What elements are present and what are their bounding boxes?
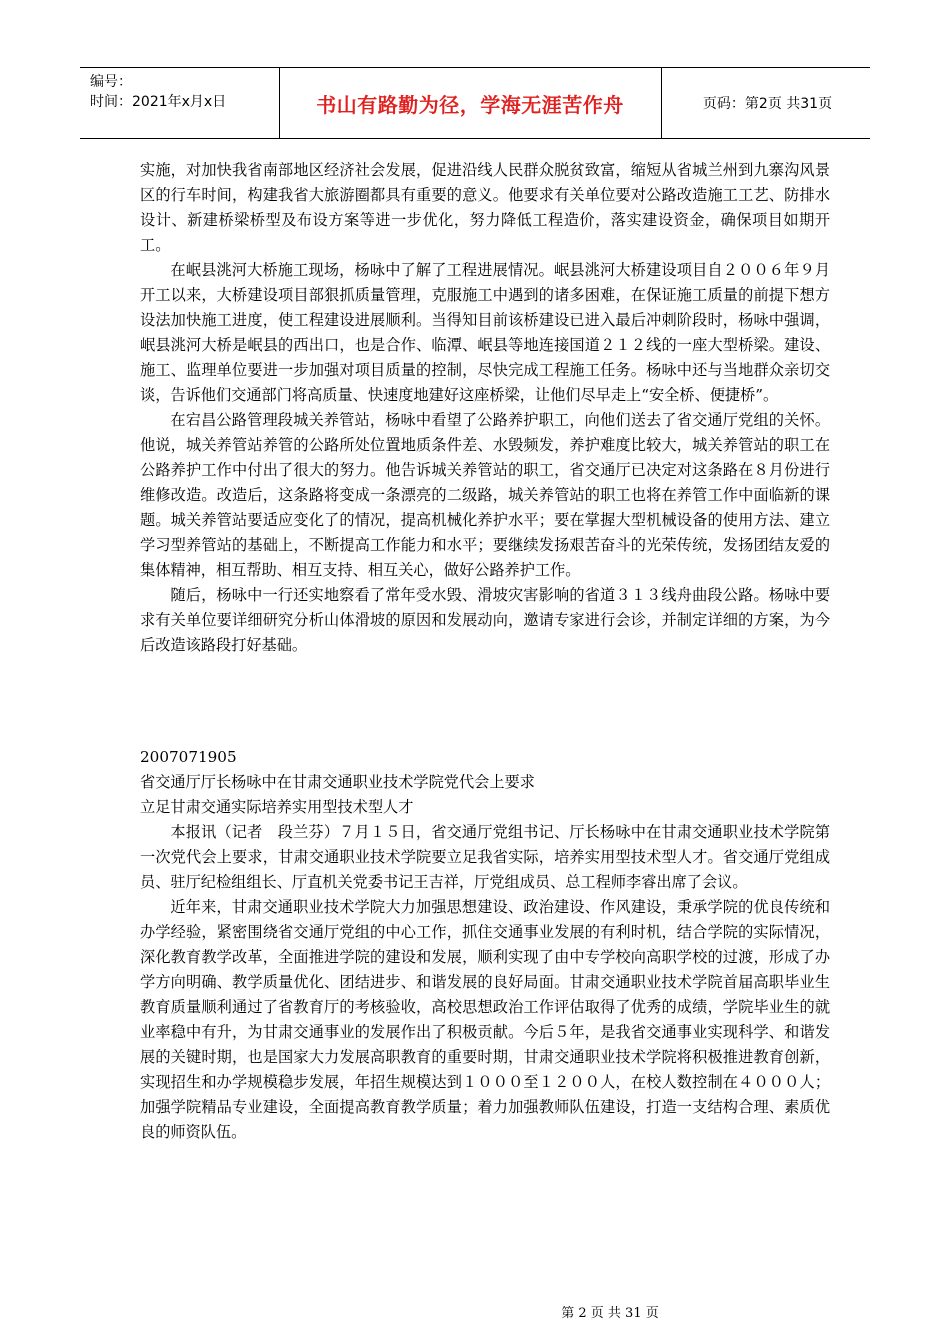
paragraph: 随后，杨咏中一行还实地察看了常年受水毁、滑坡灾害影响的省道３１３线舟曲段公路。杨咏中要求有关单位要详细研究分析山体滑坡的原因和发展动向，邀请专家进行会诊，并制定详细的方案，为今后改造该路段打好基础。	[140, 586, 830, 654]
header-divider	[661, 68, 662, 138]
paragraph: 在宕昌公路管理段城关养管站，杨咏中看望了公路养护职工，向他们送去了省交通厅党组的关怀。他说，城关养管站养管的公路所处位置地质条件差、水毁频发，养护难度比较大，城关养管站的职工在公路养护工作中付出了很大的努力。他告诉城关养管站的职工，省交通厅已决定对这条路在８月份进行维修改造。改造后，这条路将变成一条漂亮的二级路，城关养管站的职工也将在养管工作中面临新的课题。城关养管站要适应变化了的情况，提高机械化养护水平；要在掌握大型机械设备的使用方法、建立学习型养管站的基础上，不断提高工作能力和水平；要继续发扬艰苦奋斗的光荣传统，发扬团结友爱的集体精神，相互帮助、相互支持、相互关心，做好公路养护工作。	[140, 411, 830, 579]
document-body	[140, 158, 830, 1145]
paragraph: 实施，对加快我省南部地区经济社会发展，促进沿线人民群众脱贫致富，缩短从省城兰州到九寨沟风景区的行车时间，构建我省大旅游圈都具有重要的意义。他要求有关单位要对公路改造施工工艺、防排水设计、新建桥梁桥型及布设方案等进一步优化，努力降低工程造价，落实建设资金，确保项目如期开工。	[140, 161, 830, 254]
article-id: 2007071905	[140, 748, 237, 766]
paragraph: 本报讯（记者 段兰芬）７月１５日，省交通厅党组书记、厅长杨咏中在甘肃交通职业技术学院第一次党代会上要求，甘肃交通职业技术学院要立足我省实际，培养实用型技术型人才。省交通厅党组成员、驻厅纪检组组长、厅直机关党委书记王吉祥，厅党组成员、总工程师李睿出席了会议。	[140, 823, 830, 891]
paragraph: 在岷县洮河大桥施工现场，杨咏中了解了工程进展情况。岷县洮河大桥建设项目自２００６年９月开工以来，大桥建设项目部狠抓质量管理，克服施工中遇到的诸多困难，在保证施工质量的前提下想方设法加快施工进度，使工程建设进展顺利。当得知目前该桥建设已进入最后冲刺阶段时，杨咏中强调，岷县洮河大桥是岷县的西出口，也是合作、临潭、岷县等地连接国道２１２线的一座大型桥梁。建设、施工、监理单位要进一步加强对项目质量的控制，尽快完成工程施工任务。杨咏中还与当地群众亲切交谈，告诉他们交通部门将高质量、快速度地建好这座桥梁，让他们尽早走上“安全桥、便捷桥”。	[140, 261, 830, 404]
header-page-label: 页码：第2页 共31页	[702, 96, 833, 112]
page-header	[80, 67, 870, 139]
paragraph: 近年来，甘肃交通职业技术学院大力加强思想建设、政治建设、作风建设，秉承学院的优良传统和办学经验，紧密围绕省交通厅党组的中心工作，抓住交通事业发展的有利时机，结合学院的实际情况，深化教育教学改革，全面推进学院的建设和发展，顺利实现了由中专学校向高职学校的过渡，形成了办学方向明确、教学质量优化、团结进步、和谐发展的良好局面。甘肃交通职业技术学院首届高职毕业生教育质量顺利通过了省教育厅的考核验收，高校思想政治工作评估取得了优秀的成绩，学院毕业生的就业率稳中有升，为甘肃交通事业的发展作出了积极贡献。今后５年，是我省交通事业实现科学、和谐发展的关键时期，也是国家大力发展高职教育的重要时期，甘肃交通职业技术学院将积极推进教育创新，实现招生和办学规模稳步发展，年招生规模达到１０００至１２００人，在校人数控制在４０００人；加强学院精品专业建设，全面提高教育教学质量；着力加强教师队伍建设，打造一支结构合理、素质优良的师资队伍。	[140, 898, 830, 1141]
page-footer: 第 2 页 共 31 页	[561, 1306, 659, 1321]
date-label: 时间：2021年x月x日	[90, 94, 227, 110]
article-second	[140, 745, 830, 1145]
header-motto: 书山有路勤为径，学海无涯苦作舟	[316, 92, 624, 117]
article-continued	[140, 158, 830, 658]
article-subtitle: 立足甘肃交通实际培养实用型技术型人才	[140, 798, 414, 816]
header-meta	[90, 72, 226, 112]
serial-label: 编号：	[90, 74, 132, 90]
article-title: 省交通厅厅长杨咏中在甘肃交通职业技术学院党代会上要求	[140, 773, 535, 791]
